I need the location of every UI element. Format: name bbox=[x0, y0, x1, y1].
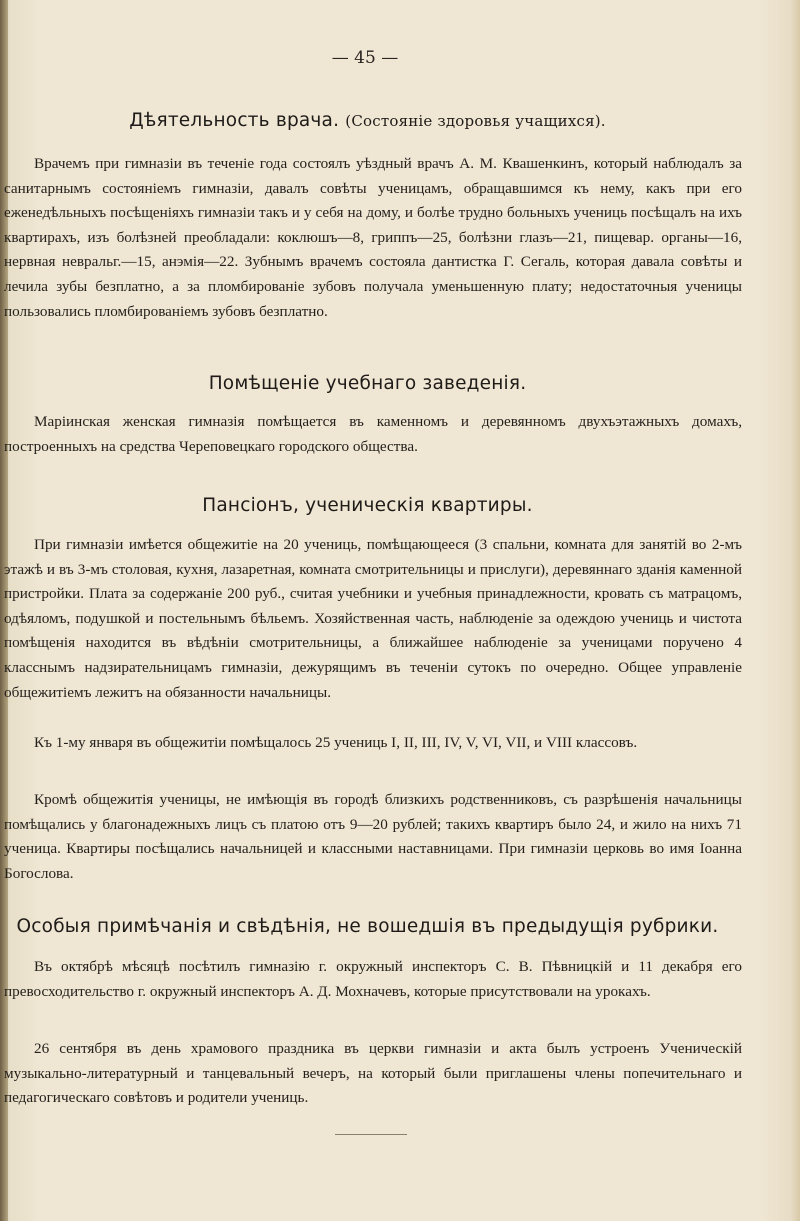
section-heading-doctor-title: Дѣятельность врача. bbox=[129, 110, 340, 131]
section-heading-notes: Особыя примѣчанія и свѣдѣнія, не вошедшія въ предыдущія рубрики. bbox=[16, 916, 719, 937]
paragraph-boarding-apartments: Кромѣ общежитія ученицы, не имѣющія въ городѣ близкихъ родственниковъ, съ разрѣшенія начальницы помѣщались у благонадежныхъ лицъ съ платою отъ 9—20 рублей; такихъ квартиръ было 24, и жило на нихъ 71 ученица. Квартиры посѣщались начальницей и классными наставницами. При гимназіи церковь во имя Іоанна Богослова. bbox=[4, 791, 742, 882]
section-heading-premises: Помѣщеніе учебнаго заведенія. bbox=[208, 373, 527, 394]
section-heading-boarding: Пансіонъ, ученическія квартиры. bbox=[202, 495, 533, 516]
paragraph-premises: Маріинская женская гимназія помѣщается въ каменномъ и деревянномъ двухъэтажныхъ домахъ, построенныхъ на средства Череповецкаго городского общества. bbox=[4, 413, 742, 455]
paragraph-notes-inspection: Въ октябрѣ мѣсяцѣ посѣтилъ гимназію г. окружный инспекторъ С. В. Пѣвницкій и 11 декабря его превосходительство г. окружный инспекторъ А. Д. Мохначевъ, которые присутствовали на урокахъ. bbox=[4, 958, 742, 1000]
paragraph-boarding-count: Къ 1-му января въ общежитіи помѣщалось 25 учениць I, II, III, IV, V, VI, VII, и VIII классовъ. bbox=[34, 734, 638, 751]
paragraph-notes-evening: 26 сентября въ день храмового праздника въ церкви гимназіи и акта былъ устроенъ Ученическій музыкально-литературный и танцевальный вечеръ, на который были приглашены члены попечительнаго и педагогическаго совѣтовъ и родители учениць. bbox=[4, 1040, 742, 1107]
section-heading-doctor bbox=[0, 110, 735, 131]
paragraph-boarding: При гимназіи имѣется общежитіе на 20 учениць, помѣщающееся (3 спальни, комната для занятій во 2-мъ этажѣ и въ 3-мъ столовая, кухня, лазаретная, комната смотрительницы и прислуги), деревяннаго зданія каменной пристройки. Плата за содержаніе 200 руб., считая учебники и учебныя принадлежности, кровать съ матрацомъ, одѣяломъ, подушкой и постельнымъ бѣльемъ. Хозяйственная часть, наблюденіе за одеждою учениць и чистота помѣщенія находится въ вѣдѣніи смотрительницы, а ближайшее наблюденіе за ученицами поручено 4 класснымъ надзирательницамъ гимназіи, дежурящимъ въ теченіи сутокъ по очередно. Общее управленіе общежитіемъ лежитъ на обязанности начальницы. bbox=[4, 536, 742, 701]
paragraph-doctor: Врачемъ при гимназіи въ теченіе года состоялъ уѣздный врачъ А. М. Квашенкинъ, который наблюдалъ за санитарнымъ состояніемъ гимназіи, давалъ совѣты ученицамъ, обращавшимся къ нему, какъ при его еженедѣльныхъ посѣщеніяхъ гимназіи такъ и у себя на дому, и болѣе трудно больныхъ учениць посѣщалъ на ихъ квартирахъ, изъ болѣзней преобладали: коклюшъ—8, гриппъ—25, болѣзни глазъ—21, пищевар. органы—16, нервная невральг.—15, анэмія—22. Зубнымъ врачемъ состояла дантистка Г. Сегаль, которая давала совѣты и лечила зубы безплатно, а за пломбированіе зубовъ получала уменьшенную плату; недостаточныя ученицы пользовались пломбированіемъ зубовъ безплатно. bbox=[4, 155, 742, 320]
page-number: — 45 — bbox=[331, 48, 399, 68]
end-rule bbox=[335, 1134, 407, 1135]
section-heading-doctor-subtitle: (Состояніе здоровья учащихся). bbox=[345, 112, 606, 130]
